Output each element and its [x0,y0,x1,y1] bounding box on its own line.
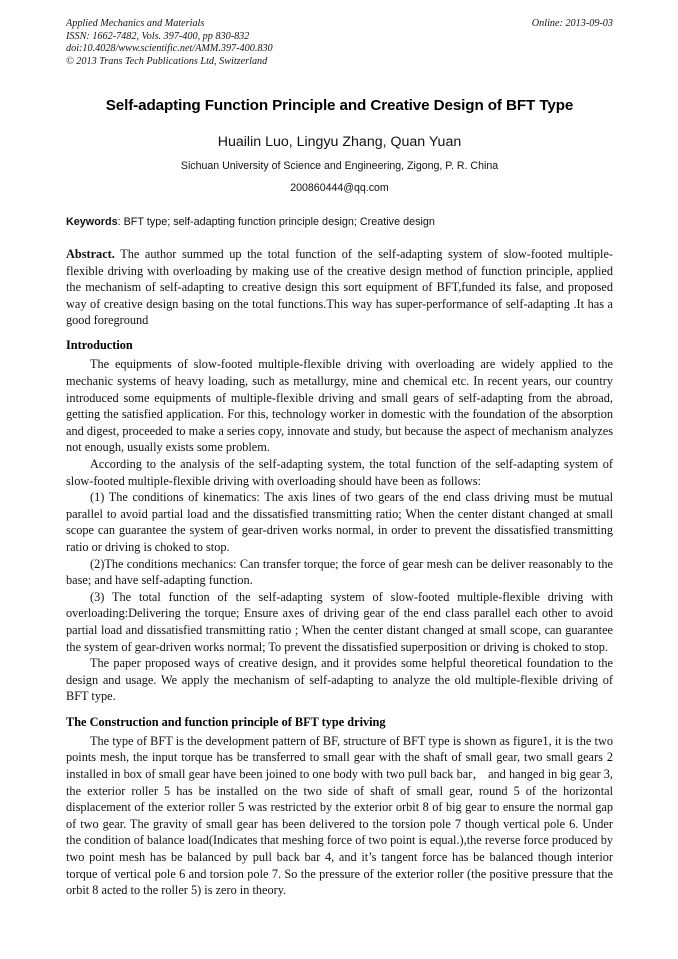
abstract-block [66,246,613,328]
page-content [66,18,613,899]
paragraph: The paper proposed ways of creative design, and it provides some helpful theoretical foundation to the design and usage. We apply the mechanism of self-adapting to analyze the old multiple-flexible driving of BFT type. [66,656,613,704]
author-list: Huailin Luo, Lingyu Zhang, Quan Yuan [217,134,462,151]
keywords-text: : BFT type; self-adapting function principle design; Creative design [117,216,435,229]
online-date: Online: 2013-09-03 [531,18,613,29]
paragraph: (2)The conditions mechanics: Can transfer torque; the force of gear mesh can be deliver reasonably to the base; and have self-adapting function. [66,556,613,588]
contact-email: 200860444@qq.com [290,182,389,195]
journal-copyright: © 2013 Trans Tech Publications Ltd, Switzerland [66,55,268,67]
section-heading-construction: The Construction and function principle of BFT type driving [66,714,386,729]
abstract-text: The author summed up the total function of the self-adapting system of slow-footed multiple-flexible driving with overloading by making use of the creative design method of function principle, applied the mechanism of self-adapting to creative design this sort equipment of BFT,funded its false, and proposed way of creative design basing on the total functions.This way has super-performance of self-adapting .It has a good foreground [66,247,613,327]
journal-masthead [66,18,613,68]
paragraph: (1) The conditions of kinematics: The axis lines of two gears of the end class driving must be mutual parallel to avoid partial load and the dissatisfied transmitting ratio; When the center distant changed at small scope can guarantee the system of gear-driven works normal, in order to prevent the dissatisfied transmitting ratio or driving is choked to stop. [66,490,613,554]
paper-title: Self-adapting Function Principle and Creative Design of BFT Type [105,97,574,115]
journal-issn: ISSN: 1662-7482, Vols. 397-400, pp 830-832 [66,30,250,42]
paragraph: (3) The total function of the self-adapting system of slow-footed multiple-flexible driving with overloading:Delivering the torque; Ensure axes of driving gear of the end class parallel each other to avoid partial load and dissatisfied transmitting ratio ; When the center distant changed at small scope, can guarantee the system of gear-driven works normal; To prevent the dissatisfied superposition or driving is choked to stop. [66,589,613,654]
journal-name: Applied Mechanics and Materials [66,18,205,29]
paragraph: According to the analysis of the self-adapting system, the total function of the self-adapting system of slow-footed multiple-flexible driving with overloading should have been as follows: [66,456,613,488]
abstract-label: Abstract. [66,247,115,262]
section-heading-introduction: Introduction [66,338,133,353]
keywords-label: Keywords [66,216,118,229]
keywords-line [66,215,613,229]
paragraph: The equipments of slow-footed multiple-flexible driving with overloading are widely applied to the mechanic systems of heavy loading, such as metallurgy, mine and chemical etc. In recent years, our country introduced some equipments of multiple-flexible driving and small gears of self-adapting from the abroad, getting the satisfied application. For this, technology worker in domestic with the foundation of the absorption and digest, proceeded to make a series copy, innovate and study, but because the aspect of mechanism analyzes not enough, usually exists some problem. [66,357,613,455]
paragraph: The type of BFT is the development pattern of BF, structure of BFT type is shown as figure1, it is the two points mesh, the input torque has be transferred to small gear with the shaft of small gear, two small gears 2 installed in box of small gear have been joined to one body with two pull back bar， and hanged in big gear 3, the exterior roller 5 has be installed on the two side of shaft of small gear, round 5 of the horizontal displacement of the exterior roller 5 was restricted by the exterior orbit 8 of big gear to ensure the normal gap of two gear. The gravity of small gear has been delivered to the torsion pole 7 though vertical pole 6. Under the condition of balance load(Indicates that meshing force of two point is equal.),the reverse force produced by two point mesh has be balanced by pull back bar 4, and it’s tangent force has be balanced though interior torque of vertical pole 6 and torsion pole 7. So the pressure of the exterior roller (the positive pressure that the orbit 8 acted to the roller 5) is zero in theory. [66,733,613,898]
journal-doi: doi:10.4028/www.scientific.net/AMM.397-400.830 [66,43,273,55]
affiliation: Sichuan University of Science and Engineering, Zigong, P. R. China [180,160,499,173]
